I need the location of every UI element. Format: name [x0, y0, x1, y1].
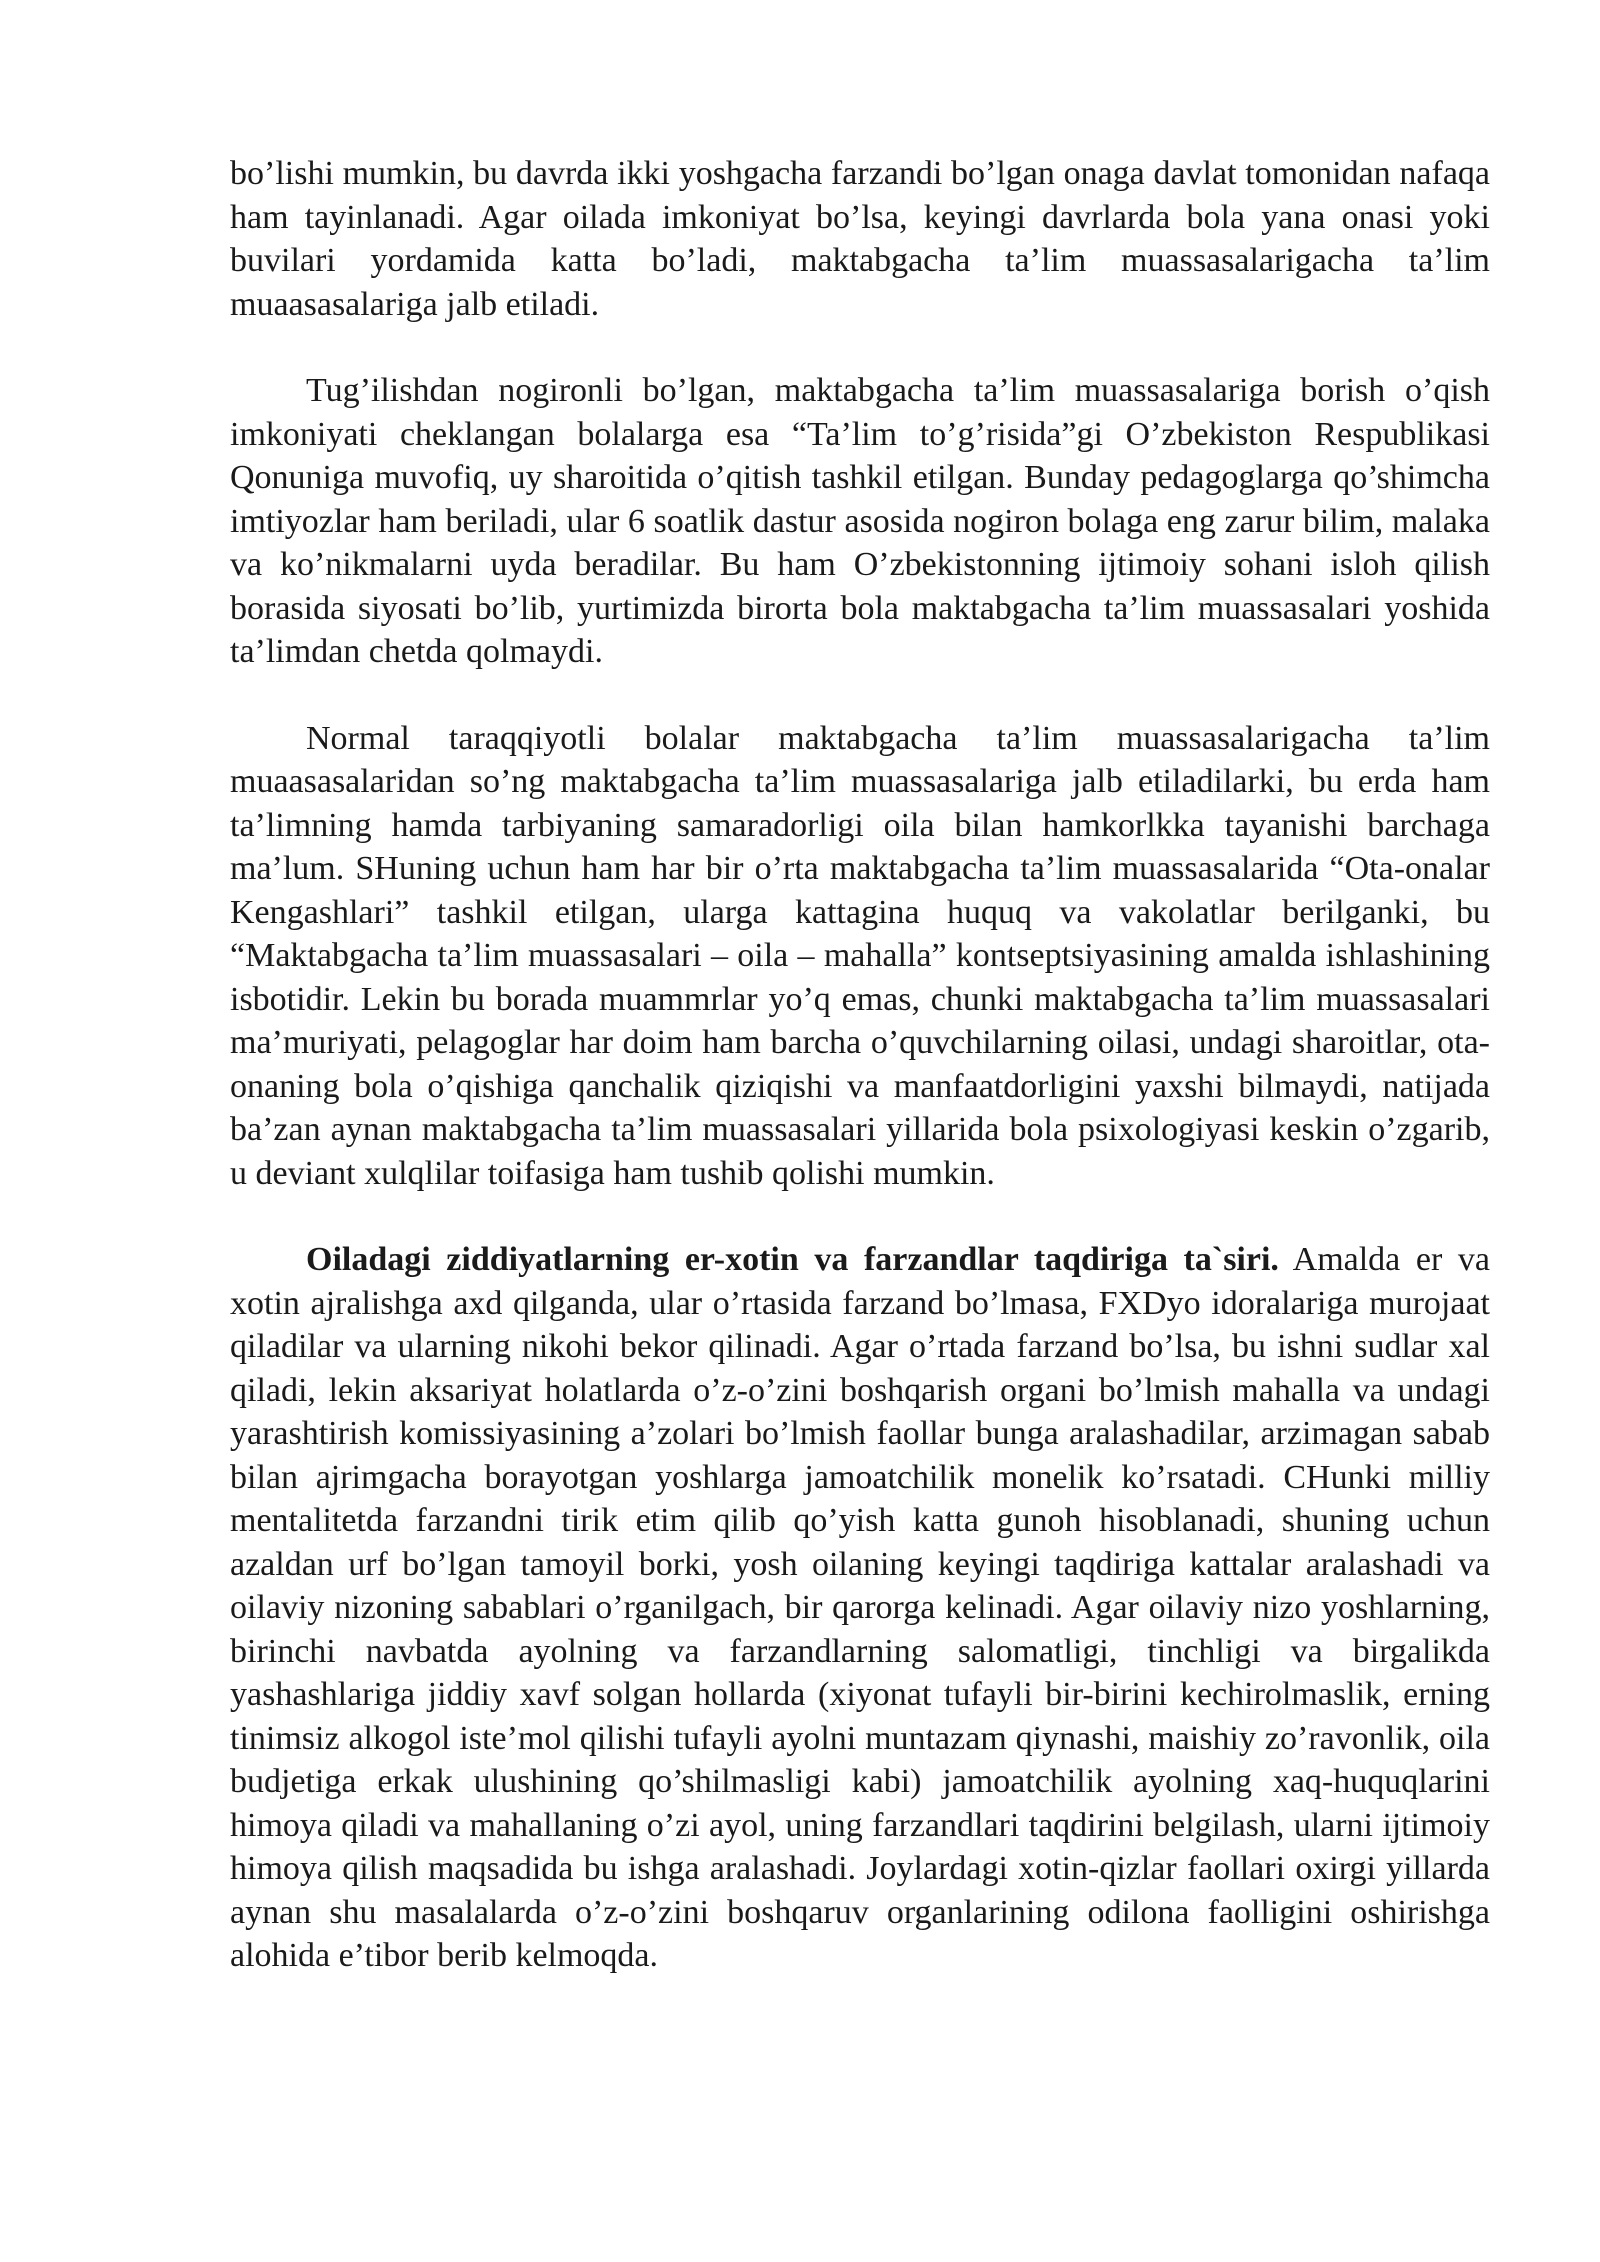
paragraph-1: bo’lishi mumkin, bu davrda ikki yoshgacha farzandi bo’lgan onaga davlat tomonidan nafaqa ham tayinlanadi. Agar oilada imkoniyat bo’lsa, keyingi davrlarda bola yana onasi yoki buvilari yordamida katta bo’ladi, maktabgacha ta’lim muassasalarigacha ta’lim muaasasalariga jalb etiladi.: [230, 155, 1490, 323]
paragraph-2: Tug’ilishdan nogironli bo’lgan, maktabgacha ta’lim muassasalariga borish o’qish imkoniyati cheklangan bolalarga esa “Ta’lim to’g’risida”gi O’zbekiston Respublikasi Qonuniga muvofiq, uy sharoitida o’qitish tashkil etilgan. Bunday pedagoglarga qo’shimcha imtiyozlar ham beriladi, ular 6 soatlik dastur asosida nogiron bolaga eng zarur bilim, malaka va ko’nikmalarni uyda beradilar. Bu ham O’zbekistonning ijtimoiy sohani isloh qilish borasida siyosati bo’lib, yurtimizda birorta bola maktabgacha ta’lim muassasalari yoshida ta’limdan chetda qolmaydi.: [230, 372, 1490, 670]
paragraph-4: [230, 1238, 1490, 1978]
section-heading: Oiladagi ziddiyatlarning er-xotin va farzandlar taqdiriga ta`siri.: [306, 1241, 1279, 1278]
document-body: [230, 152, 1490, 2021]
paragraph-3: Normal taraqqiyotli bolalar maktabgacha ta’lim muassasalarigacha ta’lim muaasasalaridan so’ng maktabgacha ta’lim muassasalariga jalb etiladilarki, bu erda ham ta’limning hamda tarbiyaning samaradorligi oila bilan hamkorlkka tayanishi barchaga ma’lum. SHuning uchun ham har bir o’rta maktabgacha ta’lim muassasalarida “Ota-onalar Kengashlari” tashkil etilgan, ularga kattagina huquq va vakolatlar berilganki, bu “Maktabgacha ta’lim muassasalari – oila – mahalla” kontseptsiyasining amalda ishlashining isbotidir. Lekin bu borada muammrlar yo’q emas, chunki maktabgacha ta’lim muassasalari ma’muriyati, pelagoglar har doim ham barcha o’quvchilarning oilasi, undagi sharoitlar, ota-onaning bola o’qishiga qanchalik qiziqishi va manfaatdorligini yaxshi bilmaydi, natijada ba’zan aynan maktabgacha ta’lim muassasalari yillarida bola psixologiyasi keskin o’zgarib, u deviant xulqlilar toifasiga ham tushib qolishi mumkin.: [230, 719, 1490, 1192]
paragraph-4-body: Amalda er va xotin ajralishga axd qilganda, ular o’rtasida farzand bo’lmasa, FXDyo idoralariga murojaat qiladilar va ularning nikohi bekor qilinadi. Agar o’rtada farzand bo’lsa, bu ishni sudlar xal qiladi, lekin aksariyat holatlarda o’z-o’zini boshqarish organi bo’lmish mahalla va undagi yarashtirish komissiyasining a’zolari bo’lmish faollar bunga aralashadilar, arzimagan sabab bilan ajrimgacha borayotgan yoshlarga jamoatchilik monelik ko’rsatadi. CHunki milliy mentalitetda farzandni tirik etim qilib qo’yish katta gunoh hisoblanadi, shuning uchun azaldan urf bo’lgan tamoyil borki, yosh oilaning keyingi taqdiriga kattalar aralashadi va oilaviy nizoning sabablari o’rganilgach, bir qarorga kelinadi. Agar oilaviy nizo yoshlarning, birinchi navbatda ayolning va farzandlarning salomatligi, tinchligi va birgalikda yashashlariga jiddiy xavf solgan hollarda (xiyonat tufayli bir-birini kechirolmaslik, erning tinimsiz alkogol iste’mol qilishi tufayli ayolni muntazam qiynashi, maishiy zo’ravonlik, oila budjetiga erkak ulushining qo’shilmasligi kabi) jamoatchilik ayolning xaq-huquqlarini himoya qiladi va mahallaning o’zi ayol, uning farzandlari taqdirini belgilash, ularni ijtimoiy himoya qilish maqsadida bu ishga aralashadi. Joylardagi xotin-qizlar faollari oxirgi yillarda aynan shu masalalarda o’z-o’zini boshqaruv organlarining odilona faolligini oshirishga alohida e’tibor berib kelmoqda.: [230, 1241, 1490, 1974]
